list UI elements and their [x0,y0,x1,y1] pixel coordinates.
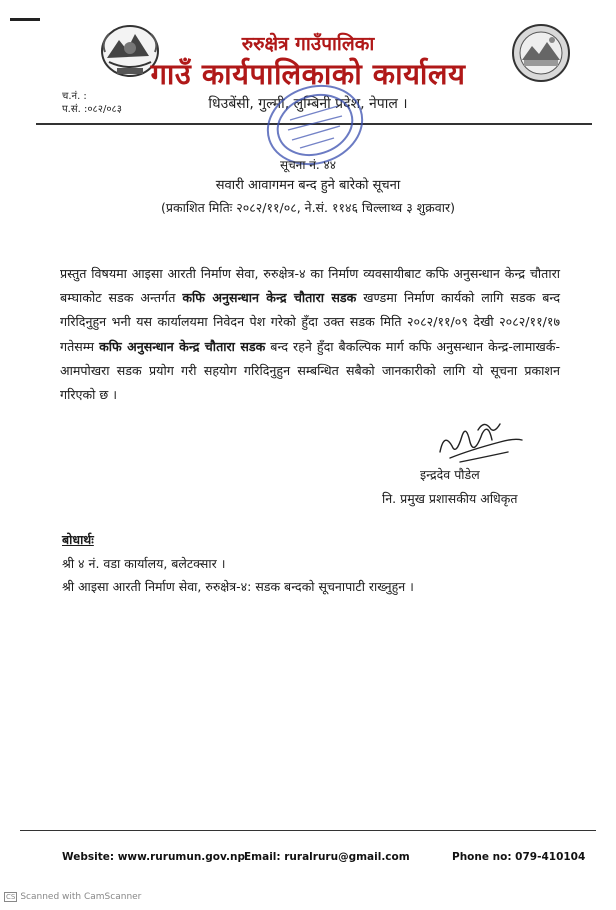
reference-ch: च.नं. : [62,91,87,102]
notice-published-date: (प्रकाशित मितिः २०८२/११/०८, ने.सं. ११४६ चिल्लाथ्व ३ शुक्रवार) [161,200,455,215]
footer-website: Website: www.rurumun.gov.np [62,851,245,863]
cc-item: श्री आइसा आरती निर्माण सेवा, रुरुक्षेत्र-४: सडक बन्दको सूचनापाटी राख्नुहुन । [62,579,414,594]
municipality-name: रुरुक्षेत्र गाउँपालिका [241,33,375,55]
body-bold-road-2: कफि अनुसन्धान केन्द्र चौतारा सडक [99,338,266,354]
body-part-2: खण्डमा निर्माण कार्यको लागि सडक बन्द गरिदिनुहुन भनी यस कार्यालयमा निवेदन पेश गरेको हुँदा उक्त सडक मिति २०८२/११/०९ देखी २०८२/११/१७ गतेसम्म [60,290,561,354]
signatory-title: नि. प्रमुख प्रशासकीय अधिकृत [382,491,518,506]
notice-body [60,262,560,407]
signature [430,412,530,470]
body-bold-road-1: कफि अनुसन्धान केन्द्र चौतारा सडक [182,290,357,306]
camscanner-icon: CS [6,893,16,901]
scanner-watermark [4,892,141,902]
notice-number: सूचना नं. ४४ [279,158,337,172]
body-part-1: प्रस्तुत विषयमा आइसा आरती निर्माण सेवा, रुरुक्षेत्र-४ का निर्माण व्यवसायीबाट कफि अनुसन्धान केन्द्र चौतारा बम्घाकोट सडक अन्तर्गत [60,266,560,306]
scanner-text: Scanned with CamScanner [20,892,142,902]
cc-heading: बोधार्थः [62,532,94,547]
cc-item: श्री ४ नं. वडा कार्यालय, बलेटक्सार । [62,556,226,571]
footer-divider [20,830,596,831]
body-part-3: बन्द रहने हुँदा बैकल्पिक मार्ग कफि अनुसन्धान केन्द्र-लामाखर्क- आमपोखरा सडक प्रयोग गरी सहयोग गरिदिनुहुन सम्बन्धित सबैको जानकारीको लागि यो सूचना प्रकाशन गरिएको छ । [60,338,561,403]
office-title: गाउँ कार्यपालिकाको कार्यालय [150,57,466,91]
notice-title: सवारी आवागमन बन्द हुने बारेको सूचना [215,178,401,193]
office-address: धिउबेंसी, गुल्मी, लुम्बिनी प्रदेश, नेपाल । [208,96,408,112]
reference-ps: प.सं. :०८२/०८३ [62,104,122,115]
signatory-name: इन्द्रदेव पौडेल [420,467,480,482]
scan-mark [10,18,40,21]
footer-email: Email: ruralruru@gmail.com [244,851,410,863]
footer-phone: Phone no: 079-410104 [452,851,586,863]
